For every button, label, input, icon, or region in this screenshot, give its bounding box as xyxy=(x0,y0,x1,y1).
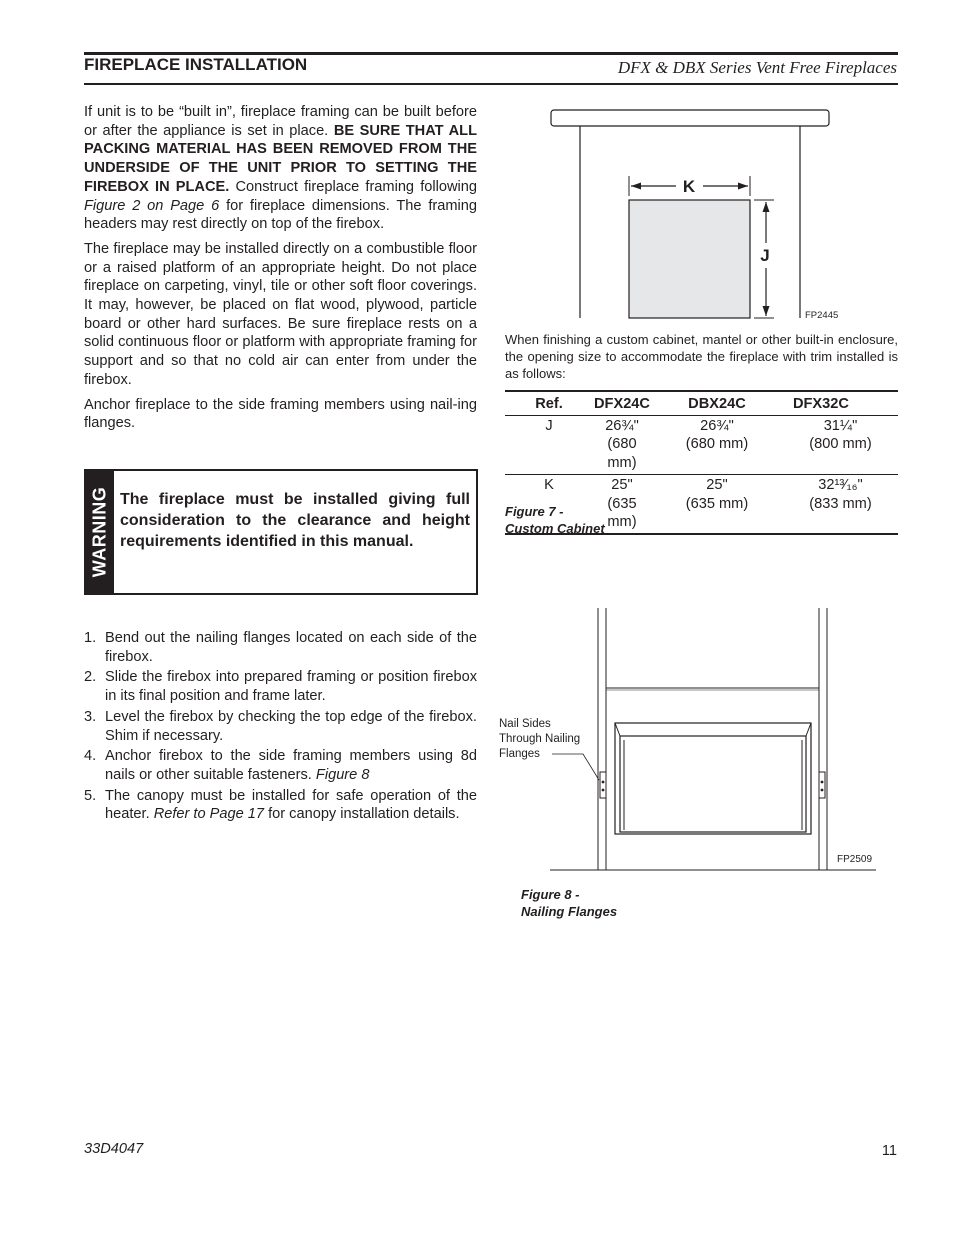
cabinet-opening xyxy=(629,200,750,318)
warning-tab xyxy=(86,471,114,593)
figure-8-code: FP2509 xyxy=(837,854,873,865)
series-title: DFX & DBX Series Vent Free Fireplaces xyxy=(617,58,897,77)
installation-steps xyxy=(84,629,477,826)
list-item: 1. Bend out the nailing flanges located on each side of the firebox. xyxy=(84,630,477,665)
intro-text xyxy=(84,103,477,439)
dimension-j-label: J xyxy=(760,246,770,265)
figure-7-code: FP2445 xyxy=(805,310,839,321)
table-row: K 25" (635 mm) 25" (635 mm) 32¹³⁄₁₆" (833 mm) xyxy=(505,474,898,534)
figure-7-caption: Figure 7 - Custom Cabinet xyxy=(505,504,605,536)
list-item: 2. Slide the firebox into prepared framing or position firebox in its final position and frame later. xyxy=(84,669,477,705)
callout-line-3: Flanges xyxy=(499,748,540,760)
dimension-k-label: K xyxy=(682,177,696,196)
figure-8-caption: Figure 8 - Nailing Flanges xyxy=(521,887,618,919)
list-item: 5. The canopy must be installed for safe operation of the heater. Refer to Page 17 for canopy installation details. xyxy=(84,787,477,823)
cabinet-instructions: When finishing a custom cabinet, mantel or other built-in enclosure, the opening size to accommodate the fireplace with trim installed is as follows: xyxy=(505,332,898,381)
column-header: DFX32C xyxy=(783,391,898,415)
column-header: Ref. xyxy=(505,391,593,415)
warning-label: WARNING xyxy=(89,486,110,578)
intro-paragraph-2: The fireplace may be installed directly on a combustible floor or a raised platform of an appropriate height. Do not place fireplace on carpeting, vinyl, tile or other soft floor coverings. It may, however, be placed on flat wood, plywood, particle board or other hard surfaces. Be sure fireplace rests on a solid continuous floor or platform with appropriate framing for support and so that no cold air can enter from under the firebox. xyxy=(84,240,477,388)
list-item: 3. Level the firebox by checking the top edge of the firebox. Shim if necessary. xyxy=(84,708,477,744)
callout-line-1: Nail Sides xyxy=(499,718,551,730)
column-header: DFX24C xyxy=(593,391,651,415)
page-number: 11 xyxy=(881,1143,897,1159)
mantel-shelf xyxy=(551,110,829,126)
callout-line-2: Through Nailing xyxy=(499,733,581,745)
intro-paragraph-1: If unit is to be “built in”, fireplace framing can be built before or after the appliance is set in place. BE SURE THAT ALL PACKING MATERIAL HAS BEEN REMOVED FROM THE UNDERSIDE OF THE UNIT PRIOR TO SETTING THE FIREBOX IN PLACE. Construct fireplace framing following Figure 2 on Page 6 for fireplace dimensions. The framing headers may rest directly on top of the firebox. xyxy=(84,104,477,233)
column-header: DBX24C xyxy=(651,391,783,415)
warning-box xyxy=(84,469,478,595)
header-bottom-rule xyxy=(84,83,898,85)
list-item: 4. Anchor firebox to the side framing members using 8d nails or other suitable fasteners. Figure 8 xyxy=(84,748,477,783)
intro-paragraph-3: Anchor fireplace to the side framing members using nail-ing flanges. xyxy=(84,396,477,432)
warning-text: The fireplace must be installed giving full consideration to the clearance and height requirements identified in this manual. xyxy=(120,491,470,550)
document-number: 33D4047 xyxy=(84,1141,144,1157)
section-title: FIREPLACE INSTALLATION xyxy=(84,55,308,74)
table-header-row xyxy=(505,391,898,415)
table-row: J 26¾" (680 mm) 26¾" (680 mm) 31¼" (800 mm) xyxy=(505,415,898,474)
